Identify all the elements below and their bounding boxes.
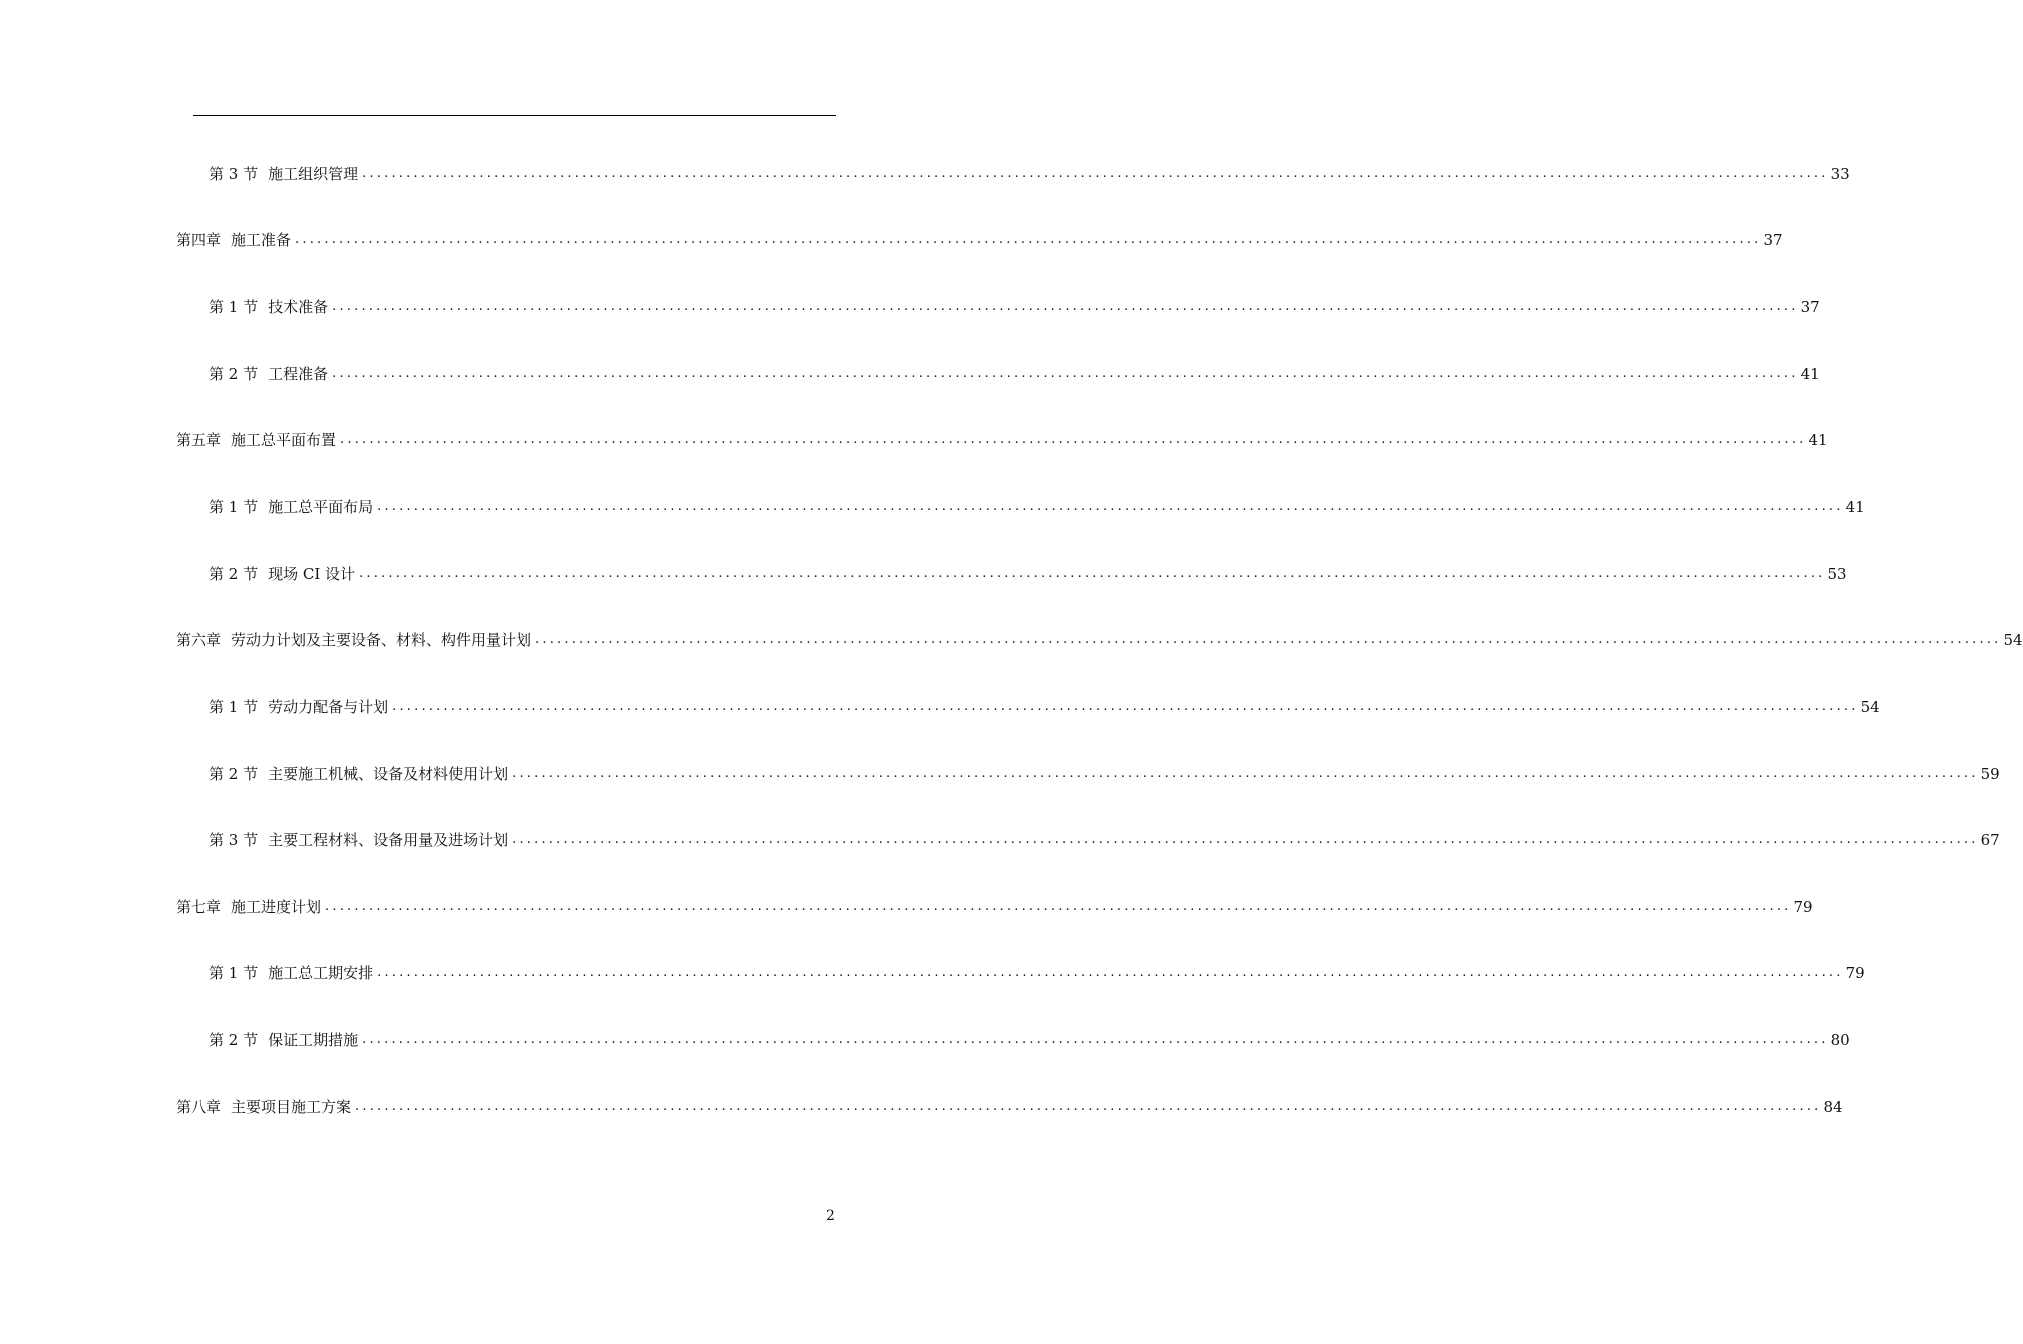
toc-entry-title: 工程准备	[268, 365, 329, 383]
toc-entry-title: 主要施工机械、设备及材料使用计划	[268, 765, 509, 783]
toc-entry-number: 第 1 节	[209, 298, 259, 316]
toc-entry-page: 67	[1980, 831, 2000, 849]
toc-leader-dots: ........................................................................................................................................................................................................	[362, 166, 1829, 181]
toc-entry-number: 第 2 节	[209, 365, 259, 383]
toc-entry[interactable]	[176, 1093, 1843, 1117]
toc-entry-number: 第 1 节	[209, 698, 259, 716]
toc-entry[interactable]	[209, 826, 2000, 850]
toc-entry[interactable]	[209, 293, 1820, 317]
toc-entry-page: 37	[1763, 231, 1783, 249]
toc-entry-title: 施工进度计划	[231, 898, 322, 916]
toc-entry[interactable]	[176, 426, 1828, 450]
toc-entry-number: 第五章	[176, 431, 222, 449]
toc-entry-number: 第 1 节	[209, 964, 259, 982]
toc-leader-dots: ........................................................................................................................................................................................................	[332, 299, 1799, 314]
toc-leader-dots: ........................................................................................................................................................................................................	[325, 899, 1792, 914]
toc-entry[interactable]	[209, 493, 1865, 517]
toc-leader-dots: ........................................................................................................................................................................................................	[332, 366, 1799, 381]
toc-entry-title: 施工总平面布局	[268, 498, 374, 516]
toc-entry[interactable]	[209, 160, 1850, 184]
toc-entry-number: 第 1 节	[209, 498, 259, 516]
toc-entry-number: 第八章	[176, 1098, 222, 1116]
toc-entry[interactable]	[209, 760, 2000, 784]
toc-entry[interactable]	[176, 226, 1783, 250]
toc-leader-dots: ........................................................................................................................................................................................................	[355, 1099, 1822, 1114]
toc-entry[interactable]	[209, 693, 1880, 717]
toc-leader-dots: ........................................................................................................................................................................................................	[535, 632, 2002, 647]
toc-entry[interactable]	[209, 1026, 1850, 1050]
toc-entry-page: 53	[1827, 565, 1847, 583]
toc-leader-dots: ........................................................................................................................................................................................................	[340, 432, 1807, 447]
toc-entry-number: 第七章	[176, 898, 222, 916]
toc-entry-title: 现场 CI 设计	[268, 565, 356, 583]
toc-entry-page: 80	[1830, 1031, 1850, 1049]
page-number: 2	[826, 1208, 835, 1224]
toc-leader-dots: ........................................................................................................................................................................................................	[359, 566, 1826, 581]
toc-entry-page: 41	[1808, 431, 1828, 449]
toc-leader-dots: ........................................................................................................................................................................................................	[362, 1032, 1829, 1047]
toc-entry-title: 保证工期措施	[268, 1031, 359, 1049]
toc-entry-page: 33	[1830, 165, 1850, 183]
toc-entry-title: 主要工程材料、设备用量及进场计划	[268, 831, 509, 849]
toc-entry[interactable]	[209, 560, 1847, 584]
toc-entry-page: 54	[2003, 631, 2023, 649]
toc-entry-title: 施工准备	[231, 231, 292, 249]
toc-entry-page: 37	[1800, 298, 1820, 316]
toc-entry-page: 54	[1860, 698, 1880, 716]
toc-entry[interactable]	[209, 360, 1820, 384]
toc-entry-title: 技术准备	[268, 298, 329, 316]
toc-entry-number: 第 2 节	[209, 765, 259, 783]
toc-entry-page: 41	[1800, 365, 1820, 383]
toc-entry-title: 施工组织管理	[268, 165, 359, 183]
toc-entry-number: 第六章	[176, 631, 222, 649]
toc-entry-page: 59	[1980, 765, 2000, 783]
toc-entry[interactable]	[176, 626, 2023, 650]
toc-leader-dots: ........................................................................................................................................................................................................	[377, 965, 1844, 980]
toc-entry-title: 劳动力配备与计划	[268, 698, 389, 716]
toc-entry-title: 劳动力计划及主要设备、材料、构件用量计划	[231, 631, 532, 649]
toc-entry-number: 第 3 节	[209, 165, 259, 183]
toc-entry[interactable]	[209, 959, 1865, 983]
toc-leader-dots: ........................................................................................................................................................................................................	[295, 232, 1762, 247]
toc-leader-dots: ........................................................................................................................................................................................................	[512, 832, 1979, 847]
toc-entry-page: 79	[1793, 898, 1813, 916]
toc-entry-title: 主要项目施工方案	[231, 1098, 352, 1116]
toc-entry-title: 施工总平面布置	[231, 431, 337, 449]
toc-entry-page: 84	[1823, 1098, 1843, 1116]
toc-leader-dots: ........................................................................................................................................................................................................	[377, 499, 1844, 514]
toc-leader-dots: ........................................................................................................................................................................................................	[512, 766, 1979, 781]
toc-entry-number: 第四章	[176, 231, 222, 249]
toc-entry-number: 第 2 节	[209, 565, 259, 583]
toc-leader-dots: ........................................................................................................................................................................................................	[392, 699, 1859, 714]
toc-entry-page: 79	[1845, 964, 1865, 982]
toc-entry-page: 41	[1845, 498, 1865, 516]
toc-entry-number: 第 2 节	[209, 1031, 259, 1049]
toc-entry-title: 施工总工期安排	[268, 964, 374, 982]
toc-entry-number: 第 3 节	[209, 831, 259, 849]
toc-entry[interactable]	[176, 893, 1813, 917]
